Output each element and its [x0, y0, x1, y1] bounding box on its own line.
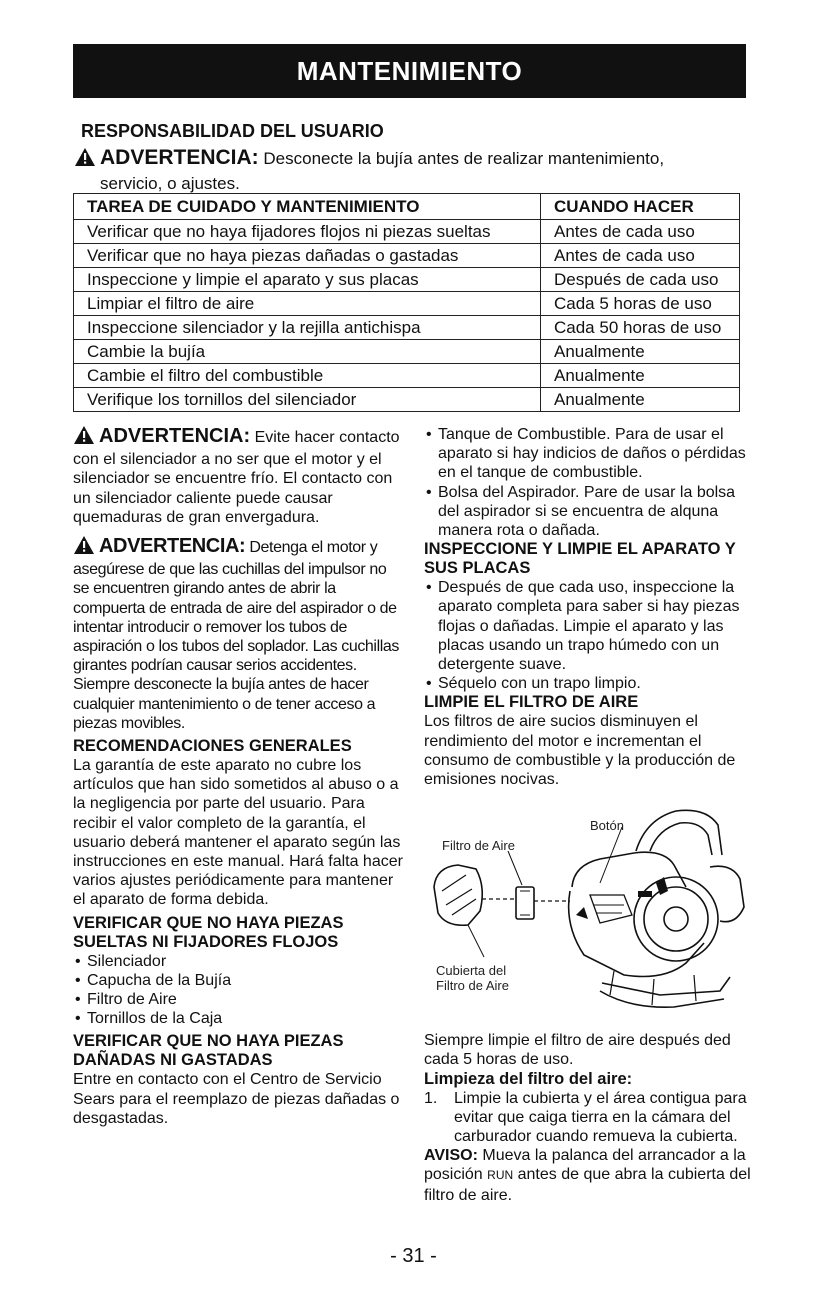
- table-cell-when: Anualmente: [541, 364, 740, 388]
- table-cell-task: Verifique los tornillos del silenciador: [74, 388, 541, 412]
- general-recommendations-title: RECOMENDACIONES GENERALES: [73, 737, 352, 756]
- warning-triangle-icon: [73, 535, 95, 560]
- notice-run: RUN: [487, 1168, 514, 1183]
- table-cell-task: Cambie el filtro del combustible: [74, 364, 541, 388]
- table-row: [74, 364, 740, 388]
- table-cell-when: Cada 5 horas de uso: [541, 292, 740, 316]
- list-item: • Séquelo con un trapo limpio.: [424, 674, 754, 693]
- warning-text-2: servicio, o ajustes.: [100, 174, 240, 193]
- table-row: [74, 268, 740, 292]
- after-figure-text: Siempre limpie el filtro de aire después ded cada 5 horas de uso.: [424, 1032, 731, 1069]
- section-banner: MANTENIMIENTO: [73, 44, 746, 98]
- list-item: • Tanque de Combustible. Para de usar el aparato si hay indicios de daños o pérdidas en el tanque de combustible.: [424, 425, 754, 483]
- table-row: [74, 388, 740, 412]
- table-row: [74, 220, 740, 244]
- left-column: [73, 425, 403, 1128]
- inspect-clean-list: [424, 578, 754, 693]
- loose-parts-title: VERIFICAR QUE NO HAYA PIEZAS SUELTAS NI FIJADORES FLOJOS: [73, 913, 344, 951]
- label-air-filter: Filtro de Aire: [442, 838, 515, 854]
- air-filter-title: LIMPIE EL FILTRO DE AIRE: [424, 693, 639, 712]
- notice-text-2: antes de que abra la cubierta del filtro de aire.: [424, 1166, 751, 1204]
- warning-muffler: [73, 425, 403, 527]
- table-cell-task: Inspeccione silenciador y la rejilla antichispa: [74, 316, 541, 340]
- warning-impeller: [73, 535, 403, 733]
- table-cell-task: Verificar que no haya fijadores flojos ni piezas sueltas: [74, 220, 541, 244]
- label-button: Botón: [590, 818, 624, 834]
- notice-label: AVISO:: [424, 1147, 478, 1165]
- list-item: [424, 1089, 754, 1147]
- cleaning-steps: [424, 1089, 754, 1147]
- label-cover-1: Cubierta del: [436, 963, 507, 979]
- page-number: - 31 -: [390, 1245, 437, 1267]
- table-cell-when: Antes de cada uso: [541, 220, 740, 244]
- table-cell-task: Inspeccione y limpie el aparato y sus placas: [74, 268, 541, 292]
- label-cover-2: Filtro de Aire: [436, 978, 509, 994]
- notice-text-1: Mueva la palanca del arrancador a la posición: [424, 1147, 746, 1184]
- list-item: • Capucha de la Bujía: [73, 971, 403, 990]
- table-row: [74, 292, 740, 316]
- step-text: Limpie la cubierta y el área contigua para evitar que caiga tierra en la cámara del carburador cuando remueva la cubierta.: [454, 1089, 747, 1146]
- table-header-when: CUANDO HACER: [541, 194, 740, 220]
- table-header-task: TAREA DE CUIDADO Y MANTENIMIENTO: [74, 194, 541, 220]
- inspection-bullets: [424, 425, 754, 540]
- list-item: • Bolsa del Aspirador. Pare de usar la bolsa del aspirador si se encuentra de alquna manera rota o dañada.: [424, 483, 754, 541]
- table-cell-task: Verificar que no haya piezas dañadas o gastadas: [74, 244, 541, 268]
- responsibility-title: RESPONSABILIDAD DEL USUARIO: [81, 121, 384, 141]
- table-cell-when: Cada 50 horas de uso: [541, 316, 740, 340]
- general-recommendations-text: La garantía de este aparato no cubre los artículos que han sido sometidos al abuso o a la negligencia por parte del usuario. Para recibir el valor completo de la garantía, el usuario deberá mantener el aparato según las instrucciones en este manual. Hará falta hacer varios ajustes periódicamente para mantener el aparato de forma debida.: [73, 757, 403, 909]
- warning-label: ADVERTENCIA:: [99, 425, 251, 447]
- warning-triangle-icon: [73, 425, 95, 450]
- warning-triangle-icon: [74, 147, 96, 173]
- warning-label: ADVERTENCIA:: [100, 146, 259, 169]
- list-item: • Filtro de Aire: [73, 990, 403, 1009]
- right-column: [424, 425, 754, 1205]
- table-cell-when: Antes de cada uso: [541, 244, 740, 268]
- table-cell-when: Anualmente: [541, 340, 740, 364]
- warning-impeller-text: Detenga el motor y asegúrese de que las cuchillas del impulsor no se encuentren girando antes de abrir la compuerta de entrada de aire del aspirador o de intentar introducir o remover los tubos de aspiración o los tubos del soplador. Las cuchillas girantes podrían causar serios accidentes. Siempre desconecte la bujía antes de hacer cualquier mantenimiento o de tener acceso a piezas movibles.: [73, 539, 399, 732]
- cleaning-title: Limpieza del filtro del aire:: [424, 1069, 633, 1088]
- table-cell-task: Cambie la bujía: [74, 340, 541, 364]
- list-item: • Después de que cada uso, inspeccione la aparato completa para saber si hay piezas flojas o dañadas. Limpie el aparato y las placas usando un trapo húmedo con un detergente suave.: [424, 578, 754, 674]
- loose-parts-list: [73, 952, 403, 1029]
- list-item: • Tornillos de la Caja: [73, 1009, 403, 1028]
- maintenance-table: [73, 193, 740, 412]
- air-filter-illustration: [424, 795, 754, 1027]
- step-number: 1.: [424, 1089, 438, 1107]
- table-row: [74, 316, 740, 340]
- table-row: [74, 244, 740, 268]
- inspect-clean-title: INSPECCIONE Y LIMPIE EL APARATO Y SUS PLACAS: [424, 540, 736, 578]
- air-filter-text: Los filtros de aire sucios disminuyen el rendimiento del motor e incrementan el consumo de combustible y la producción de emisiones nocivas.: [424, 713, 736, 789]
- list-item: • Silenciador: [73, 952, 403, 971]
- damaged-parts-title: VERIFICAR QUE NO HAYA PIEZAS DAÑADAS NI GASTADAS: [73, 1032, 344, 1070]
- table-header-row: [74, 194, 740, 220]
- warning-label: ADVERTENCIA:: [99, 535, 246, 558]
- table-cell-when: Anualmente: [541, 388, 740, 412]
- table-row: [74, 340, 740, 364]
- damaged-parts-text: Entre en contacto con el Centro de Servicio Sears para el reemplazo de piezas dañadas o desgastadas.: [73, 1071, 400, 1127]
- table-cell-when: Después de cada uso: [541, 268, 740, 292]
- warning-muffler-text: Evite hacer contacto con el silenciador a no ser que el motor y el silenciador se encuentre frío. El contacto con un silenciador caliente puede causar quemaduras de gran envergadura.: [73, 429, 400, 526]
- warning-text: Desconecte la bujía antes de realizar mantenimiento,: [263, 149, 665, 168]
- warning-disconnect: [74, 147, 754, 195]
- notice: [424, 1146, 754, 1205]
- table-cell-task: Limpiar el filtro de aire: [74, 292, 541, 316]
